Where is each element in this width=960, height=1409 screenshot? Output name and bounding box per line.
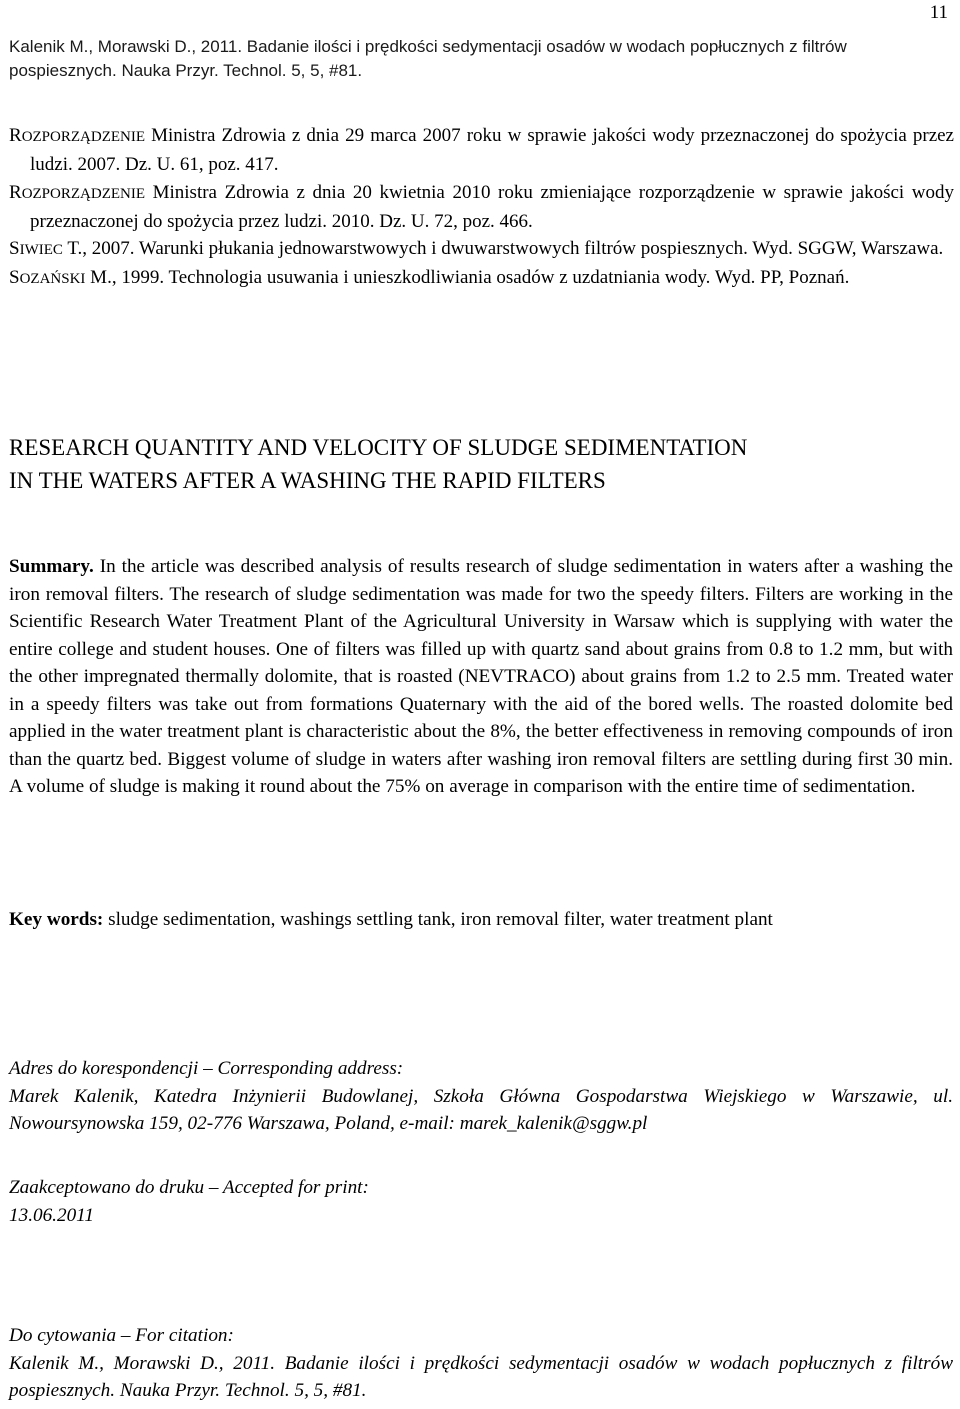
running-header-line-2: pospiesznych. Nauka Przyr. Technol. 5, 5, #81. [9,61,363,80]
reference-list [9,122,954,294]
reference-item: ROZPORZĄDZENIE Ministra Zdrowia z dnia 29 marca 2007 roku w sprawie jakości wody przeznaczonej do spożycia przez ludzi. 2007. Dz. U. 61, poz. 417. [9,125,954,176]
running-header [9,35,954,83]
running-header-line-1: Kalenik M., Morawski D., 2011. Badanie ilości i prędkości sedymentacji osadów w wodach popłucznych z filtrów [9,37,847,56]
corresponding-address [9,1055,953,1138]
english-title-line-1: RESEARCH QUANTITY AND VELOCITY OF SLUDGE SEDIMENTATION [9,435,748,460]
reference-item: SIWIEC T., 2007. Warunki płukania jednowarstwowych i dwuwarstwowych filtrów pospiesznych. Wyd. SGGW, Warszawa. [9,238,944,260]
citation-text: Kalenik M., Morawski D., 2011. Badanie ilości i prędkości sedymentacji osadów w wodach popłucznych z filtrów pospiesznych. Nauka Przyr. Technol. 5, 5, #81. [9,1352,953,1401]
summary-label: Summary. [9,556,94,577]
keywords-text: sludge sedimentation, washings settling tank, iron removal filter, water treatment plant [103,909,773,930]
accepted-date: 13.06.2011 [9,1204,94,1226]
keywords-label: Key words: [9,909,104,930]
accepted-heading: Zaakceptowano do druku – Accepted for print: [9,1177,369,1198]
summary-paragraph [9,553,953,801]
reference-item: SOZAŃSKI M., 1999. Technologia usuwania i unieszkodliwiania osadów z uzdatniania wody. Wyd. PP, Poznań. [9,267,850,289]
english-title-line-2: IN THE WATERS AFTER A WASHING THE RAPID FILTERS [9,468,606,493]
citation-heading: Do cytowania – For citation: [9,1325,234,1346]
summary-text: In the article was described analysis of results research of sludge sedimentation in waters after a washing the iron removal filters. The research of sludge sedimentation was made for two the speedy filters. Filters are working in the Scientific Research Water Treatment Plant of the Agricultural University in Warsaw which is supplying with water the entire college and student houses. One of filters was filled up with quartz sand about grains from 0.8 to 1.2 mm, but with the other impregnated thermally dolomite, that is roasted (NEVTRACO) about grains from 1.2 to 2.5 mm. Treated water in a speedy filters was take out from formations Quaternary with the aid of the bored wells. The roasted dolomite bed applied in the water treatment plant is characteristic about the 8%, the better effectiveness in removing compounds of iron than the quartz bed. Biggest volume of sludge in waters after washing iron removal filters are settling during first 30 min. A volume of sludge is making it round about the 75% on average in comparison with the entire time of sedimentation. [9,556,953,797]
address-text: Marek Kalenik, Katedra Inżynierii Budowlanej, Szkoła Główna Gospodarstwa Wiejskiego w Warszawie, ul. Nowoursynowska 159, 02-776 Warszawa, Poland, e-mail: marek_kalenik@sggw.pl [9,1085,953,1134]
keywords-paragraph [9,906,953,934]
address-heading: Adres do korespondencji – Corresponding address: [9,1058,404,1079]
english-title [9,431,954,497]
page-number: 11 [929,2,948,23]
reference-item: ROZPORZĄDZENIE Ministra Zdrowia z dnia 20 kwietnia 2010 roku zmieniające rozporządzenie w sprawie jakości wody przeznaczonej do spożycia przez ludzi. 2010. Dz. U. 72, poz. 466. [9,181,954,232]
accepted-for-print [9,1174,953,1229]
citation-info [9,1322,953,1405]
